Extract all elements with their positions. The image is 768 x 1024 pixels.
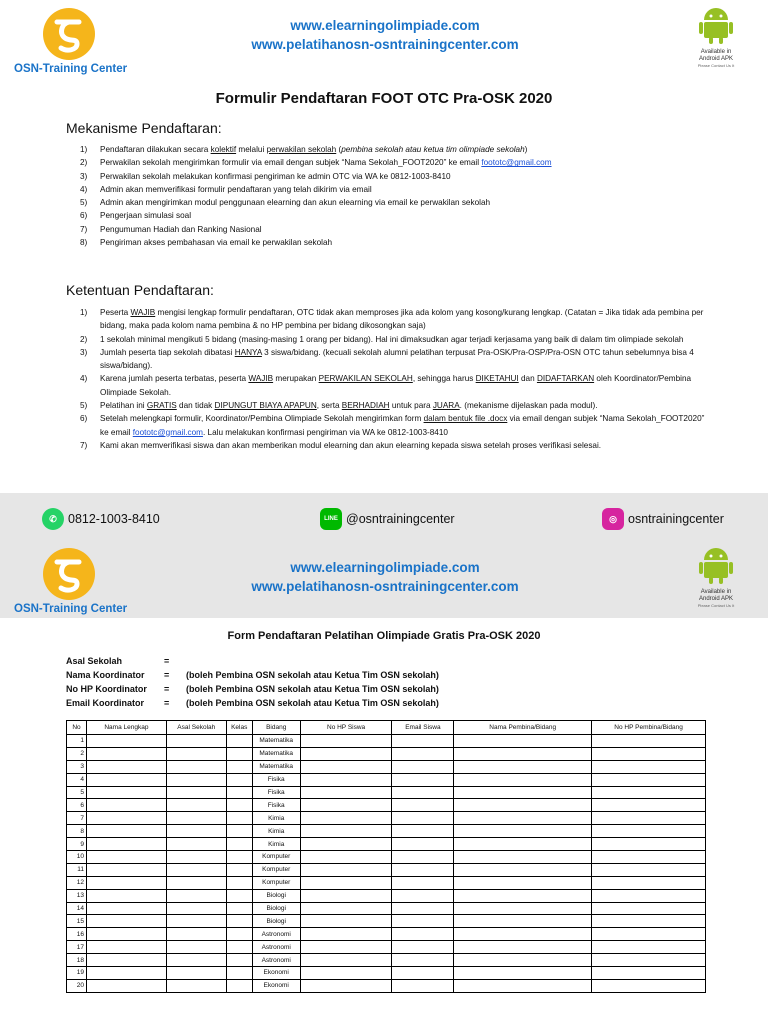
table-cell-input[interactable] xyxy=(592,928,706,941)
table-cell-input[interactable] xyxy=(166,760,226,773)
table-row xyxy=(67,786,706,799)
table-cell-input[interactable] xyxy=(592,979,706,992)
row-bidang: Fisika xyxy=(252,773,300,786)
table-cell-input[interactable] xyxy=(226,760,252,773)
list-item: 2) Perwakilan sekolah mengirimkan formulir via email dengan subjek “Nama Sekolah_FOOT2020” ke email foototc@gmail.com xyxy=(80,158,552,168)
android-label-1: Available in xyxy=(700,49,732,55)
table-cell-input[interactable] xyxy=(454,773,592,786)
table-cell-input[interactable] xyxy=(300,902,392,915)
row-number: 1 xyxy=(67,735,87,748)
table-cell-input[interactable] xyxy=(300,928,392,941)
table-cell-input[interactable] xyxy=(592,941,706,954)
whatsapp-contact[interactable] xyxy=(42,508,160,530)
table-cell-input[interactable] xyxy=(166,799,226,812)
table-cell-input[interactable] xyxy=(392,735,454,748)
table-cell-input[interactable] xyxy=(592,799,706,812)
url-elearning[interactable]: www.elearningolimpiade.com xyxy=(290,560,480,575)
row-bidang: Komputer xyxy=(252,863,300,876)
table-row xyxy=(67,760,706,773)
table-cell-input[interactable] xyxy=(454,876,592,889)
table-cell-input[interactable] xyxy=(392,941,454,954)
table-cell-input[interactable] xyxy=(454,902,592,915)
table-cell-input[interactable] xyxy=(166,954,226,967)
table-cell-input[interactable] xyxy=(592,902,706,915)
table-cell-input[interactable] xyxy=(86,838,166,851)
table-cell-input[interactable] xyxy=(300,760,392,773)
table-cell-input[interactable] xyxy=(86,941,166,954)
table-cell-input[interactable] xyxy=(592,838,706,851)
table-cell-input[interactable] xyxy=(392,863,454,876)
row-bidang: Astronomi xyxy=(252,928,300,941)
table-cell-input[interactable] xyxy=(592,915,706,928)
android-icon xyxy=(699,4,733,44)
table-cell-input[interactable] xyxy=(166,889,226,902)
email-link[interactable]: foototc@gmail.com xyxy=(481,158,552,168)
table-cell-input[interactable] xyxy=(300,747,392,760)
mekanisme-list xyxy=(80,143,708,249)
table-row xyxy=(67,773,706,786)
table-cell-input[interactable] xyxy=(86,825,166,838)
table-cell-input[interactable] xyxy=(300,825,392,838)
table-cell-input[interactable] xyxy=(86,889,166,902)
page-title: Formulir Pendaftaran FOOT OTC Pra-OSK 2020 xyxy=(215,90,553,107)
table-cell-input[interactable] xyxy=(392,760,454,773)
row-number: 7 xyxy=(67,812,87,825)
table-row xyxy=(67,928,706,941)
android-icon xyxy=(699,544,733,584)
table-cell-input[interactable] xyxy=(86,967,166,980)
table-row xyxy=(67,889,706,902)
list-item: 5) Pelatihan ini GRATIS dan tidak DIPUNGUT BIAYA APAPUN, serta BERHADIAH untuk para JUARA. (mekanisme dijelaskan pada modul). xyxy=(80,401,598,411)
table-cell-input[interactable] xyxy=(392,838,454,851)
row-number: 9 xyxy=(67,838,87,851)
table-row xyxy=(67,851,706,864)
table-cell-input[interactable] xyxy=(86,863,166,876)
list-item: 2) 1 sekolah minimal mengikuti 5 bidang (masing-masing 1 orang per bidang). Hal ini dimaksudkan agar terjadi kerjasama yang baik di dalam tim olimpiade sekolah xyxy=(80,334,684,344)
table-row xyxy=(67,799,706,812)
line-id: @osntrainingcenter xyxy=(346,512,455,526)
table-cell-input[interactable] xyxy=(300,979,392,992)
table-cell-input[interactable] xyxy=(300,941,392,954)
table-row xyxy=(67,979,706,992)
ketentuan-heading: Ketentuan Pendaftaran: xyxy=(66,282,214,298)
otc-logo-icon xyxy=(43,8,95,60)
table-cell-input[interactable] xyxy=(454,760,592,773)
table-cell-input[interactable] xyxy=(300,773,392,786)
table-cell-input[interactable] xyxy=(166,851,226,864)
table-cell-input[interactable] xyxy=(592,812,706,825)
email-link[interactable]: foototc@gmail.com xyxy=(132,427,203,437)
col-header: Asal Sekolah xyxy=(166,721,226,735)
table-cell-input[interactable] xyxy=(166,915,226,928)
table-cell-input[interactable] xyxy=(392,876,454,889)
table-cell-input[interactable] xyxy=(226,799,252,812)
registration-table xyxy=(66,720,706,993)
table-cell-input[interactable] xyxy=(300,851,392,864)
table-cell-input[interactable] xyxy=(226,915,252,928)
table-cell-input[interactable] xyxy=(226,979,252,992)
line-icon: LINE xyxy=(320,508,342,530)
row-number: 4 xyxy=(67,773,87,786)
table-cell-input[interactable] xyxy=(86,735,166,748)
table-cell-input[interactable] xyxy=(226,786,252,799)
row-bidang: Kimia xyxy=(252,825,300,838)
table-row xyxy=(67,735,706,748)
row-number: 14 xyxy=(67,902,87,915)
table-cell-input[interactable] xyxy=(300,799,392,812)
table-cell-input[interactable] xyxy=(454,786,592,799)
table-cell-input[interactable] xyxy=(226,863,252,876)
table-cell-input[interactable] xyxy=(166,812,226,825)
table-cell-input[interactable] xyxy=(166,902,226,915)
table-cell-input[interactable] xyxy=(86,747,166,760)
table-cell-input[interactable] xyxy=(86,812,166,825)
table-cell-input[interactable] xyxy=(226,735,252,748)
table-cell-input[interactable] xyxy=(592,786,706,799)
table-cell-input[interactable] xyxy=(300,954,392,967)
table-cell-input[interactable] xyxy=(454,954,592,967)
instagram-contact[interactable] xyxy=(602,508,724,530)
header-urls-2 xyxy=(200,558,570,596)
col-header: No HP Siswa xyxy=(300,721,392,735)
table-cell-input[interactable] xyxy=(300,889,392,902)
row-bidang: Kimia xyxy=(252,812,300,825)
table-cell-input[interactable] xyxy=(86,799,166,812)
table-cell-input[interactable] xyxy=(392,979,454,992)
table-cell-input[interactable] xyxy=(226,889,252,902)
android-label-2: Android APK xyxy=(698,596,734,602)
url-elearning[interactable]: www.elearningolimpiade.com xyxy=(290,18,480,33)
table-cell-input[interactable] xyxy=(226,851,252,864)
row-bidang: Astronomi xyxy=(252,941,300,954)
brand-logo-2 xyxy=(14,548,128,615)
table-cell-input[interactable] xyxy=(454,889,592,902)
table-cell-input[interactable] xyxy=(166,863,226,876)
table-cell-input[interactable] xyxy=(226,747,252,760)
table-cell-input[interactable] xyxy=(166,876,226,889)
row-number: 18 xyxy=(67,954,87,967)
table-cell-input[interactable] xyxy=(300,863,392,876)
table-cell-input[interactable] xyxy=(392,928,454,941)
table-row xyxy=(67,863,706,876)
table-cell-input[interactable] xyxy=(226,928,252,941)
url-pelatihan[interactable]: www.pelatihanosn-osntrainingcenter.com xyxy=(251,579,519,594)
list-item: 6) Pengerjaan simulasi soal xyxy=(80,211,192,221)
table-cell-input[interactable] xyxy=(392,773,454,786)
table-cell-input[interactable] xyxy=(86,954,166,967)
table-cell-input[interactable] xyxy=(592,825,706,838)
row-bidang: Fisika xyxy=(252,786,300,799)
list-item: 4) Admin akan memverifikasi formulir pendaftaran yang telah dikirim via email xyxy=(80,184,372,194)
row-bidang: Fisika xyxy=(252,799,300,812)
table-cell-input[interactable] xyxy=(592,967,706,980)
table-cell-input[interactable] xyxy=(454,979,592,992)
col-header: No xyxy=(67,721,87,735)
brand-logo xyxy=(14,8,128,75)
android-sub: Please Contact Us It xyxy=(697,63,735,68)
table-cell-input[interactable] xyxy=(226,954,252,967)
row-bidang: Komputer xyxy=(252,851,300,864)
row-bidang: Komputer xyxy=(252,876,300,889)
android-badge xyxy=(686,4,746,68)
table-cell-input[interactable] xyxy=(166,735,226,748)
table-cell-input[interactable] xyxy=(392,812,454,825)
table-cell-input[interactable] xyxy=(226,967,252,980)
col-header: Nama Lengkap xyxy=(86,721,166,735)
field-email-koordinator[interactable]: Email Koordinator = (boleh Pembina OSN sekolah atau Ketua Tim OSN sekolah) xyxy=(66,698,439,708)
table-cell-input[interactable] xyxy=(454,825,592,838)
table-cell-input[interactable] xyxy=(454,799,592,812)
row-number: 6 xyxy=(67,799,87,812)
table-cell-input[interactable] xyxy=(86,773,166,786)
table-cell-input[interactable] xyxy=(392,889,454,902)
list-item: 5) Admin akan mengirimkan modul penggunaan elearning dan akun elearning via email ke perwakilan sekolah xyxy=(80,198,491,208)
table-cell-input[interactable] xyxy=(392,902,454,915)
row-bidang: Matematika xyxy=(252,735,300,748)
table-row xyxy=(67,747,706,760)
list-item: 1) Peserta WAJIB mengisi lengkap formulir pendaftaran, OTC tidak akan memproses jika ada kolom yang kosong/kurang lengkap. (Catatan = Jika tidak ada pembina per bidang, maka pada kolom nama pembina & no HP pembina per bidang dikosongkan saja) xyxy=(80,308,704,331)
table-cell-input[interactable] xyxy=(226,838,252,851)
table-cell-input[interactable] xyxy=(166,967,226,980)
table-cell-input[interactable] xyxy=(592,954,706,967)
row-number: 3 xyxy=(67,760,87,773)
table-cell-input[interactable] xyxy=(592,747,706,760)
table-cell-input[interactable] xyxy=(226,825,252,838)
table-header xyxy=(67,721,706,735)
row-bidang: Kimia xyxy=(252,838,300,851)
ketentuan-list xyxy=(80,306,708,452)
row-bidang: Biologi xyxy=(252,902,300,915)
table-row xyxy=(67,902,706,915)
table-cell-input[interactable] xyxy=(300,967,392,980)
list-item: 3) Perwakilan sekolah melakukan konfirmasi pengiriman ke admin OTC via WA ke 0812-1003-8410 xyxy=(80,171,451,181)
whatsapp-number: 0812-1003-8410 xyxy=(68,512,160,526)
table-cell-input[interactable] xyxy=(592,773,706,786)
table-cell-input[interactable] xyxy=(86,928,166,941)
row-number: 5 xyxy=(67,786,87,799)
table-cell-input[interactable] xyxy=(166,786,226,799)
android-label-2: Android APK xyxy=(698,56,734,62)
col-header: Nama Pembina/Bidang xyxy=(454,721,592,735)
table-cell-input[interactable] xyxy=(454,747,592,760)
table-cell-input[interactable] xyxy=(300,812,392,825)
table-cell-input[interactable] xyxy=(166,773,226,786)
field-asal-sekolah[interactable]: Asal Sekolah = xyxy=(66,656,170,666)
row-number: 10 xyxy=(67,851,87,864)
table-cell-input[interactable] xyxy=(454,863,592,876)
list-item: 6) Setelah melengkapi formulir, Koordinator/Pembina Olimpiade Sekolah mengirimkan form dalam bentuk file .docx via email dengan subjek “Nama Sekolah_FOOT2020” ke email foototc@gmail.com. Lalu melakukan konfirmasi pengiriman via WA ke 0812-1003-8410 xyxy=(80,414,705,437)
table-cell-input[interactable] xyxy=(86,915,166,928)
field-hp-koordinator[interactable]: No HP Koordinator = (boleh Pembina OSN sekolah atau Ketua Tim OSN sekolah) xyxy=(66,684,439,694)
table-cell-input[interactable] xyxy=(454,915,592,928)
table-cell-input[interactable] xyxy=(166,941,226,954)
list-item: 8) Pengiriman akses pembahasan via email ke perwakilan sekolah xyxy=(80,238,333,248)
table-cell-input[interactable] xyxy=(226,773,252,786)
table-cell-input[interactable] xyxy=(392,954,454,967)
row-bidang: Matematika xyxy=(252,760,300,773)
table-cell-input[interactable] xyxy=(592,863,706,876)
table-cell-input[interactable] xyxy=(166,928,226,941)
row-number: 16 xyxy=(67,928,87,941)
table-cell-input[interactable] xyxy=(166,747,226,760)
table-cell-input[interactable] xyxy=(454,838,592,851)
table-cell-input[interactable] xyxy=(166,979,226,992)
header-urls xyxy=(200,16,570,54)
row-number: 13 xyxy=(67,889,87,902)
table-cell-input[interactable] xyxy=(454,967,592,980)
col-header: No HP Pembina/Bidang xyxy=(592,721,706,735)
table-cell-input[interactable] xyxy=(86,786,166,799)
table-row xyxy=(67,876,706,889)
row-bidang: Astronomi xyxy=(252,954,300,967)
line-contact[interactable] xyxy=(320,508,455,530)
table-cell-input[interactable] xyxy=(392,851,454,864)
logo-text: OSN-Training Center xyxy=(14,603,128,615)
android-badge-2 xyxy=(686,544,746,608)
row-number: 19 xyxy=(67,967,87,980)
table-cell-input[interactable] xyxy=(226,941,252,954)
row-number: 20 xyxy=(67,979,87,992)
row-bidang: Ekonomi xyxy=(252,967,300,980)
list-item: 7) Pengumuman Hadiah dan Ranking Nasional xyxy=(80,224,262,234)
table-cell-input[interactable] xyxy=(226,876,252,889)
table-cell-input[interactable] xyxy=(166,838,226,851)
row-bidang: Matematika xyxy=(252,747,300,760)
table-cell-input[interactable] xyxy=(226,902,252,915)
table-cell-input[interactable] xyxy=(592,889,706,902)
table-cell-input[interactable] xyxy=(166,825,226,838)
table-cell-input[interactable] xyxy=(300,915,392,928)
table-cell-input[interactable] xyxy=(454,928,592,941)
table-cell-input[interactable] xyxy=(86,876,166,889)
table-cell-input[interactable] xyxy=(300,786,392,799)
col-header: Bidang xyxy=(252,721,300,735)
table-cell-input[interactable] xyxy=(226,812,252,825)
android-sub: Please Contact Us It xyxy=(697,603,735,608)
table-row xyxy=(67,812,706,825)
otc-logo-icon xyxy=(43,548,95,600)
table-cell-input[interactable] xyxy=(454,812,592,825)
table-cell-input[interactable] xyxy=(392,799,454,812)
table-cell-input[interactable] xyxy=(300,735,392,748)
form-title: Form Pendaftaran Pelatihan Olimpiade Gratis Pra-OSK 2020 xyxy=(227,630,541,642)
col-header: Email Siswa xyxy=(392,721,454,735)
row-number: 17 xyxy=(67,941,87,954)
table-cell-input[interactable] xyxy=(86,979,166,992)
table-row xyxy=(67,954,706,967)
row-number: 2 xyxy=(67,747,87,760)
table-row xyxy=(67,915,706,928)
table-cell-input[interactable] xyxy=(392,915,454,928)
table-cell-input[interactable] xyxy=(592,760,706,773)
table-cell-input[interactable] xyxy=(300,876,392,889)
list-item: 4) Karena jumlah peserta terbatas, peserta WAJIB merupakan PERWAKILAN SEKOLAH, sehingga harus DIKETAHUI dan DIDAFTARKAN oleh Koordinator/Pembina Olimpiade Sekolah. xyxy=(80,374,692,397)
instagram-icon: ◎ xyxy=(602,508,624,530)
table-cell-input[interactable] xyxy=(392,747,454,760)
mekanisme-heading: Mekanisme Pendaftaran: xyxy=(66,120,222,136)
list-item: 1) Pendaftaran dilakukan secara kolektif melalui perwakilan sekolah (pembina sekolah atau ketua tim olimpiade sekolah) xyxy=(80,145,528,154)
url-pelatihan[interactable]: www.pelatihanosn-osntrainingcenter.com xyxy=(251,37,519,52)
row-bidang: Biologi xyxy=(252,889,300,902)
table-body xyxy=(67,735,706,993)
row-bidang: Biologi xyxy=(252,915,300,928)
table-cell-input[interactable] xyxy=(454,941,592,954)
table-cell-input[interactable] xyxy=(86,902,166,915)
list-item: 7) Kami akan memverifikasi siswa dan akan memberikan modul elearning dan akun elearning kepada siswa setelah proses verifikasi selesai. xyxy=(80,440,602,450)
row-number: 15 xyxy=(67,915,87,928)
table-cell-input[interactable] xyxy=(86,851,166,864)
list-item: 3) Jumlah peserta tiap sekolah dibatasi HANYA 3 siswa/bidang. (kecuali sekolah alumni pelatihan terpusat Pra-OSK/Pra-OSP/Pra-OSN OTC tahun sebelumnya bisa 4 siswa/bidang). xyxy=(80,347,694,371)
table-cell-input[interactable] xyxy=(454,851,592,864)
whatsapp-icon: ✆ xyxy=(42,508,64,530)
logo-text: OSN-Training Center xyxy=(14,63,128,75)
table-cell-input[interactable] xyxy=(592,876,706,889)
row-number: 12 xyxy=(67,876,87,889)
table-cell-input[interactable] xyxy=(454,735,592,748)
table-cell-input[interactable] xyxy=(86,760,166,773)
col-header: Kelas xyxy=(226,721,252,735)
table-row xyxy=(67,825,706,838)
table-cell-input[interactable] xyxy=(300,838,392,851)
table-row xyxy=(67,838,706,851)
row-bidang: Ekonomi xyxy=(252,979,300,992)
table-cell-input[interactable] xyxy=(392,825,454,838)
row-number: 8 xyxy=(67,825,87,838)
row-number: 11 xyxy=(67,863,87,876)
instagram-id: osntrainingcenter xyxy=(628,512,724,526)
table-cell-input[interactable] xyxy=(392,967,454,980)
field-nama-koordinator[interactable]: Nama Koordinator = (boleh Pembina OSN sekolah atau Ketua Tim OSN sekolah) xyxy=(66,670,439,680)
table-row xyxy=(67,967,706,980)
table-row xyxy=(67,941,706,954)
android-label-1: Available in xyxy=(700,589,732,595)
table-cell-input[interactable] xyxy=(592,851,706,864)
table-cell-input[interactable] xyxy=(392,786,454,799)
table-cell-input[interactable] xyxy=(592,735,706,748)
